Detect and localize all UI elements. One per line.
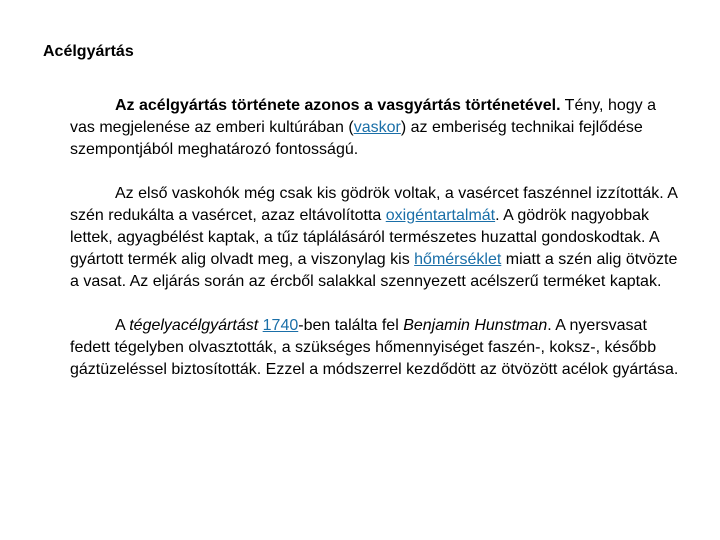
inventor-name: Benjamin Hunstman: [403, 317, 548, 334]
link-oxigentartalom[interactable]: oxigéntartalmát: [385, 207, 496, 224]
link-vaskor[interactable]: vaskor: [353, 119, 401, 136]
paragraph-intro: [70, 95, 680, 161]
furnaces-text: Az első vaskohók még csak kis gödrök voltak, a vasércet faszénnel izzították. A szén redukálta a vasércet, azaz eltávolította: [70, 185, 678, 224]
crucible-text: A: [115, 317, 130, 334]
paragraph-first-furnaces: [70, 183, 680, 293]
intro-text-end: ) az emberiség technikai fejlődése szempontjából meghatározó fontosságú.: [70, 119, 643, 158]
paragraph-gap: [70, 161, 680, 183]
crucible-text-end: . A nyersvasat fedett tégelyben olvasztották, a szükséges hőmennyiséget faszén-, koksz-, később gáztüzeléssel biztosították. Ezzel a módszerrel kezdődött az ötvözött acélok gyártása.: [70, 317, 679, 378]
link-1740[interactable]: 1740: [262, 317, 299, 334]
link-homerseklet[interactable]: hőmérséklet: [414, 251, 502, 268]
intro-text: Tény, hogy a vas megjelenése az emberi kultúrában (: [70, 97, 656, 136]
crucible-term: tégelyacélgyártást: [129, 317, 259, 334]
crucible-text-mid: -ben találta fel: [298, 317, 404, 334]
paragraph-crucible-steel: [70, 315, 680, 381]
furnaces-text-end: miatt a szén alig ötvözte a vasat. Az eljárás során az ércből salakkal szennyezett acélszerű terméket kaptak.: [70, 251, 678, 290]
furnaces-text-mid: . A gödrök nagyobbak lettek, agyagbélést kaptak, a tűz táplálásáról természetes huzattal gondoskodtak. A gyártott termék alig olvadt meg, a viszonylag kis: [70, 207, 659, 268]
paragraph-gap: [70, 293, 680, 315]
article-body: [70, 95, 680, 381]
intro-lead-sentence: Az acélgyártás története azonos a vasgyártás történetével.: [115, 97, 561, 114]
page-title: Acélgyártás: [43, 43, 134, 60]
